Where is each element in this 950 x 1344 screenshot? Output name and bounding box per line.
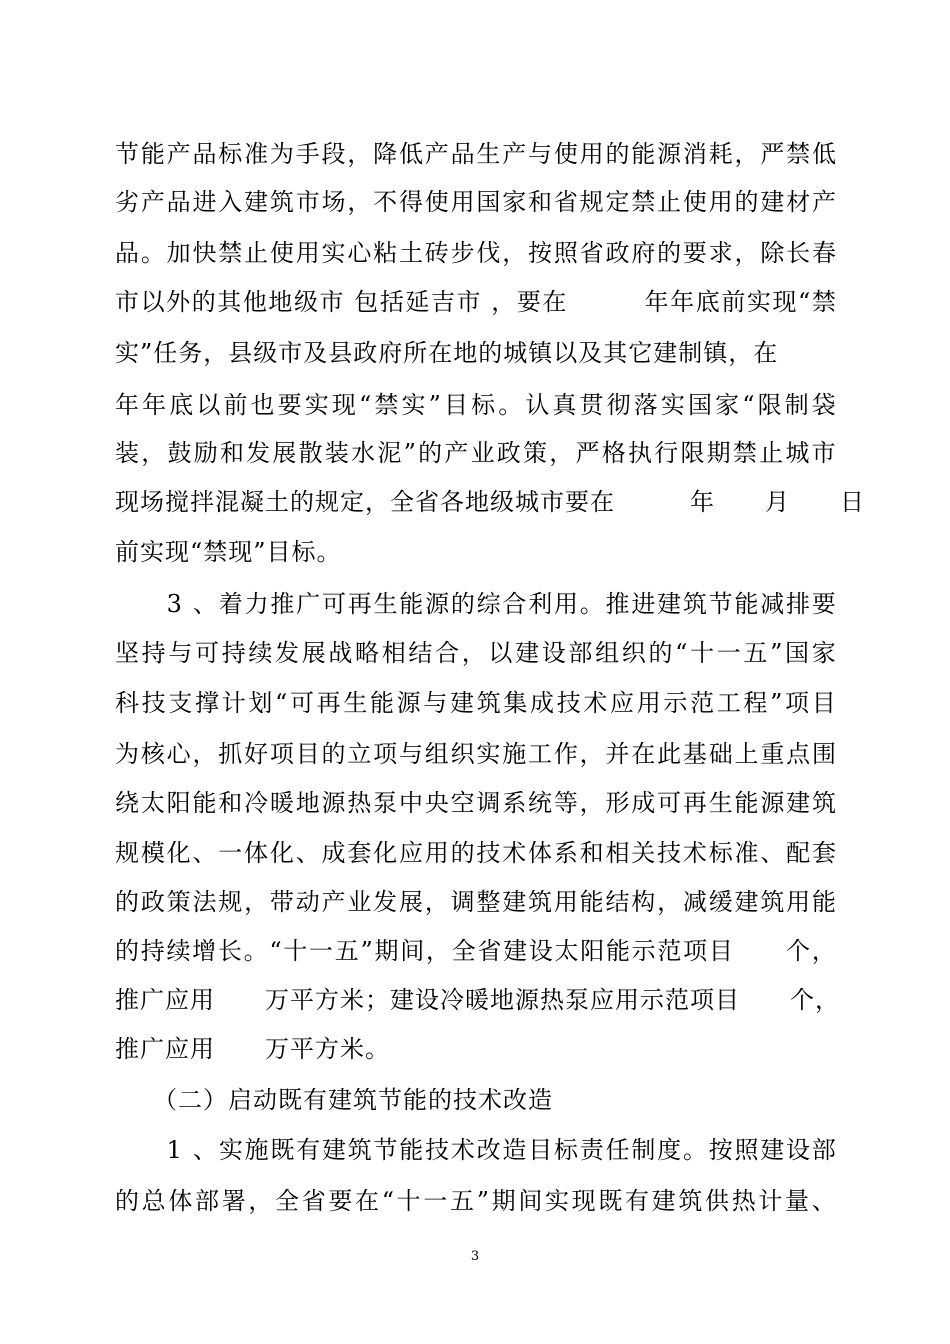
paragraph-line: 装 ， 鼓 励 和 发 展 散 装 水 泥 ” 的 产 业 政 策 ， 严 格 执 行 限 期 禁 止 城 市 — [115, 439, 837, 467]
paragraph-line: 前实现“禁现”目标。 — [115, 538, 342, 566]
paragraph-line: 推 广 应 用 万 平 方 米 ； 建 设 冷 暖 地 源 热 泵 应 用 示 范 项 目 个 ， — [115, 986, 840, 1014]
paragraph-line: 规 模 化 、 一 体 化 、 成 套 化 应 用 的 技 术 体 系 和 相 关 技 术 标 准 、 配 套 — [115, 839, 837, 867]
paragraph-line: 实”任务，县级市及县政府所在地的城镇以及其它建制镇，在 — [115, 339, 779, 367]
paragraph-line: 3 、 着 力 推 广 可 再 生 能 源 的 综 合 利 用 。 推 进 建 筑 节 能 减 排 要 — [166, 590, 837, 618]
paragraph-line: 为 核 心 ， 抓 好 项 目 的 立 项 与 组 织 实 施 工 作 ， 并 在 此 基 础 上 重 点 围 — [115, 740, 837, 768]
page-number: 3 — [470, 1249, 480, 1264]
paragraph-line: 市 以 外 的 其 他 地 级 市 包 括 延 吉 市 ， 要 在 年 年 底 前 实 现 “ 禁 — [115, 288, 837, 316]
paragraph-line: 的 政 策 法 规 ， 带 动 产 业 发 展 ， 调 整 建 筑 用 能 结 构 ， 减 缓 建 筑 用 能 — [115, 888, 837, 916]
paragraph-line: 的 总 体 部 署 ， 全 省 要 在 “ 十 一 五 ” 期 间 实 现 既 有 建 筑 供 热 计 量 、 — [115, 1187, 837, 1215]
paragraph-line: 1 、 实 施 既 有 建 筑 节 能 技 术 改 造 目 标 责 任 制 度 。 按 照 建 设 部 — [166, 1136, 837, 1164]
paragraph-line: 品 。 加 快 禁 止 使 用 实 心 粘 土 砖 步 伐 ， 按 照 省 政 府 的 要 求 ， 除 长 春 — [115, 239, 837, 267]
paragraph-line: 劣 产 品 进 入 建 筑 市 场 ， 不 得 使 用 国 家 和 省 规 定 禁 止 使 用 的 建 材 产 — [115, 188, 837, 216]
paragraph-line: 的 持 续 增 长 。 “ 十 一 五 ” 期 间 ， 全 省 建 设 太 阳 能 示 范 项 目 个 ， — [115, 937, 837, 965]
paragraph-line: 推广应用 万平方米。 — [115, 1035, 390, 1063]
paragraph-line: 节 能 产 品 标 准 为 手 段 ， 降 低 产 品 生 产 与 使 用 的 能 源 消 耗 ， 严 禁 低 — [115, 140, 837, 168]
paragraph-line: 现 场 搅 拌 混 凝 土 的 规 定 ， 全 省 各 地 级 城 市 要 在 年 月 日 — [115, 488, 865, 516]
paragraph-line: 绕 太 阳 能 和 冷 暖 地 源 热 泵 中 央 空 调 系 统 等 ， 形 成 可 再 生 能 源 建 筑 — [115, 789, 837, 817]
paragraph-line: 科 技 支 撑 计 划 “ 可 再 生 能 源 与 建 筑 集 成 技 术 应 用 示 范 工 程 ” 项 目 — [115, 689, 837, 717]
paragraph-line: 坚 持 与 可 持 续 发 展 战 略 相 结 合 ， 以 建 设 部 组 织 的 “ 十 一 五 ” 国 家 — [115, 639, 837, 667]
paragraph-line: 年 年 底 以 前 也 要 实 现 “ 禁 实 ” 目 标 。 认 真 贯 彻 落 实 国 家 “ 限 制 袋 — [115, 391, 837, 419]
section-heading: （二）启动既有建筑节能的技术改造 — [115, 1086, 553, 1114]
